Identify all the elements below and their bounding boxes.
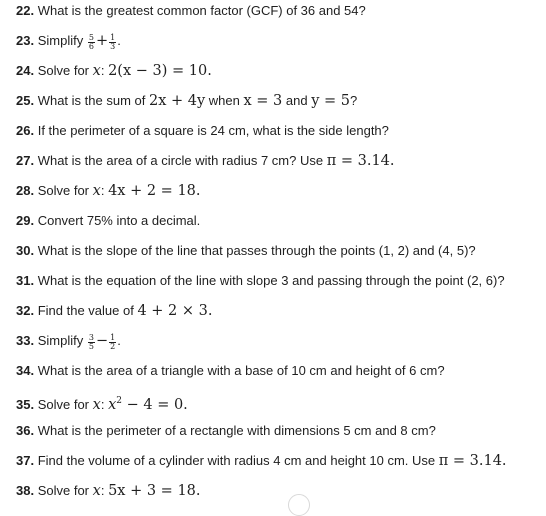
question-number: 36. bbox=[16, 423, 35, 438]
question-text: Simplify bbox=[37, 33, 84, 48]
question-number: 31. bbox=[16, 273, 35, 288]
question-22 bbox=[16, 0, 542, 30]
question-37 bbox=[16, 450, 542, 480]
math-variable: x bbox=[92, 183, 101, 199]
question-number: 35. bbox=[16, 396, 35, 412]
scroll-down-button[interactable] bbox=[288, 494, 310, 516]
question-text: Solve for bbox=[37, 396, 90, 412]
math-expression: 2(x − 3) = 10. bbox=[108, 63, 212, 79]
question-text: Convert 75% into a decimal. bbox=[37, 213, 201, 228]
question-34 bbox=[16, 360, 542, 390]
question-text: What is the sum of bbox=[37, 93, 146, 108]
question-text: If the perimeter of a square is 24 cm, what is the side length? bbox=[37, 123, 389, 138]
math-variable: x bbox=[92, 396, 101, 413]
math-expression: 2x + 4y bbox=[148, 93, 206, 109]
math-expression: π = 3.14. bbox=[438, 453, 507, 469]
question-text: What is the equation of the line with slope 3 and passing through the point (2, 6)? bbox=[37, 273, 505, 288]
question-text: Solve for bbox=[37, 63, 90, 78]
math-expression: π = 3.14. bbox=[326, 153, 395, 169]
math-expression: $x^2 - 4 = 0$. bbox=[108, 396, 188, 413]
math-variable: x bbox=[92, 63, 101, 79]
question-number: 27. bbox=[16, 153, 35, 168]
question-24: 24. Solve for x: 2(x − 3) = 10. bbox=[16, 63, 212, 79]
question-number: 28. bbox=[16, 183, 35, 198]
question-26 bbox=[16, 120, 542, 150]
question-31 bbox=[16, 270, 542, 300]
question-32 bbox=[16, 300, 542, 330]
question-number: 33. bbox=[16, 333, 35, 348]
question-30 bbox=[16, 240, 542, 270]
math-operator: + bbox=[95, 33, 109, 49]
math-expression: 4 + 2 × 3. bbox=[137, 303, 213, 319]
math-expression: 4x + 2 = 18. bbox=[108, 183, 201, 199]
question-text: What is the perimeter of a rectangle with dimensions 5 cm and 8 cm? bbox=[37, 423, 436, 438]
question-number: 25. bbox=[16, 93, 35, 108]
question-list bbox=[16, 0, 542, 510]
question-number: 22. bbox=[16, 3, 35, 18]
question-text: Solve for bbox=[37, 183, 90, 198]
question-number: 24. bbox=[16, 63, 35, 78]
question-38: 38. Solve for x: 5x + 3 = 18. bbox=[16, 483, 201, 499]
question-number: 32. bbox=[16, 303, 35, 318]
fraction: $\frac{3}{5}$ bbox=[88, 333, 94, 351]
question-number: 30. bbox=[16, 243, 35, 258]
fraction: $\frac{1}{3}$ bbox=[110, 33, 116, 51]
question-text: Find the volume of a cylinder with radius 4 cm and height 10 cm. Use bbox=[37, 453, 436, 468]
question-27 bbox=[16, 150, 542, 180]
question-number: 34. bbox=[16, 363, 35, 378]
math-expression: x = 3 bbox=[243, 93, 283, 109]
question-number: 23. bbox=[16, 33, 35, 48]
question-text: Find the value of bbox=[37, 303, 134, 318]
math-expression: y = 5 bbox=[311, 93, 351, 109]
question-number: 37. bbox=[16, 453, 35, 468]
question-text: What is the greatest common factor (GCF) of 36 and 54? bbox=[37, 3, 366, 18]
question-number: 29. bbox=[16, 213, 35, 228]
math-operator: − bbox=[95, 333, 109, 349]
question-text: What is the area of a circle with radius 7 cm? Use bbox=[37, 153, 324, 168]
question-29 bbox=[16, 210, 542, 240]
question-28: 28. Solve for x: 4x + 2 = 18. bbox=[16, 183, 201, 199]
question-text: What is the area of a triangle with a base of 10 cm and height of 6 cm? bbox=[37, 363, 445, 378]
question-25: 25. What is the sum of 2x + 4y when x = 3 and y = 5? bbox=[16, 93, 358, 109]
question-33: 33. Simplify $\frac{3}{5}$ − $\frac{1}{2}$ . bbox=[16, 333, 121, 351]
question-number: 38. bbox=[16, 483, 35, 498]
fraction: $\frac{5}{6}$ bbox=[88, 33, 94, 51]
math-expression: 5x + 3 = 18. bbox=[108, 483, 201, 499]
question-number: 26. bbox=[16, 123, 35, 138]
question-23: 23. Simplify $\frac{5}{6}$ + $\frac{1}{3}$ . bbox=[16, 33, 121, 51]
question-35: 35. Solve for x: $x^2 - 4 = 0$. bbox=[16, 396, 188, 413]
fraction: $\frac{1}{2}$ bbox=[110, 333, 116, 351]
question-text: Simplify bbox=[37, 333, 84, 348]
question-36 bbox=[16, 420, 542, 450]
question-text: Solve for bbox=[37, 483, 90, 498]
question-text: What is the slope of the line that passes through the points (1, 2) and (4, 5)? bbox=[37, 243, 476, 258]
math-variable: x bbox=[92, 483, 101, 499]
